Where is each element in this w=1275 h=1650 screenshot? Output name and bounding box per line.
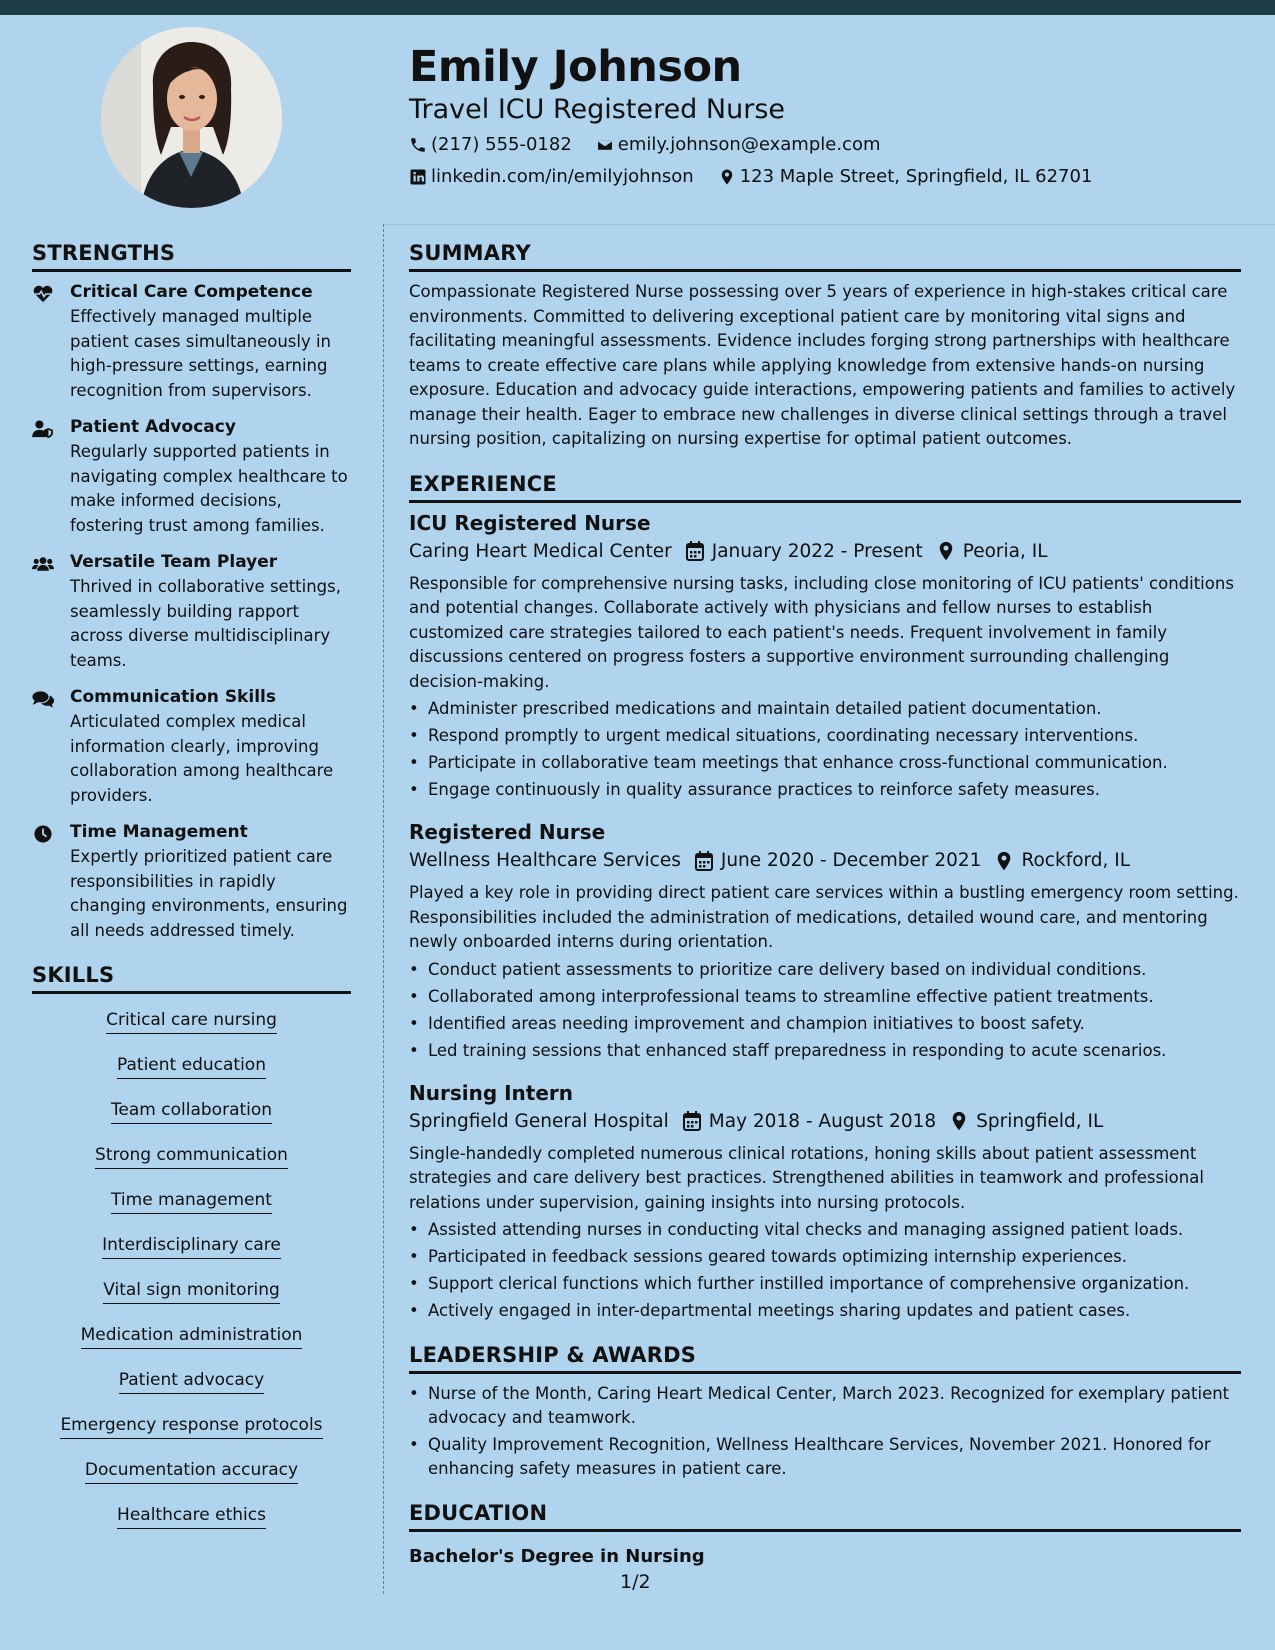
job-bullets bbox=[409, 1218, 1241, 1323]
list-item: • Engage continuously in quality assurance practices to reinforce safety measures. bbox=[409, 778, 1241, 802]
linkedin-icon bbox=[409, 168, 427, 186]
clock-icon bbox=[32, 825, 54, 843]
job-meta bbox=[409, 850, 1241, 871]
home-address: 123 Maple Street, Springfield, IL 62701 bbox=[739, 166, 1093, 187]
skill-tag: Patient education bbox=[117, 1055, 266, 1079]
job-location: Springfield, IL bbox=[976, 1110, 1104, 1132]
comments-icon bbox=[32, 690, 54, 708]
strength-desc: Regularly supported patients in navigating complex healthcare to make informed decisions, fostering trust among families. bbox=[70, 442, 348, 535]
strength-title: Critical Care Competence bbox=[70, 282, 313, 302]
summary-text: Compassionate Registered Nurse possessing over 5 years of experience in high-stakes critical care environments. Committed to delivering exceptional patient care by monitoring vital signs and facilitating meaningful assessments. Evidence includes forging strong partnerships with healthcare teams to create effective care plans while applying knowledge from extensive hands-on nursing exposure. Education and advocacy guide interactions, empowering patients and families to actively manage their health. Eager to embrace new challenges in diverse clinical settings through a travel nursing position, capitalizing on nursing expertise for optimal patient outcomes. bbox=[409, 282, 1236, 448]
map-pin-icon bbox=[950, 1111, 968, 1131]
skill-tag: Strong communication bbox=[95, 1145, 288, 1169]
skill-tag: Interdisciplinary care bbox=[102, 1235, 281, 1259]
awards-list bbox=[409, 1382, 1241, 1481]
skill-tag: Healthcare ethics bbox=[117, 1505, 266, 1529]
list-item: • Quality Improvement Recognition, Wellness Healthcare Services, November 2021. Honored for enhancing safety measures in patient care. bbox=[409, 1433, 1241, 1481]
job-location: Rockford, IL bbox=[1021, 850, 1131, 871]
job-bullets bbox=[409, 958, 1241, 1063]
strength-desc: Effectively managed multiple patient cases simultaneously in high-pressure settings, earning recognition from supervisors. bbox=[70, 307, 332, 400]
top-bar bbox=[0, 0, 1275, 15]
education-degree: Bachelor's Degree in Nursing bbox=[409, 1546, 705, 1567]
skill-tag: Vital sign monitoring bbox=[103, 1280, 280, 1304]
awards-heading: LEADERSHIP & AWARDS bbox=[409, 1343, 1241, 1374]
education-heading: EDUCATION bbox=[409, 1501, 1241, 1532]
skill-tag: Documentation accuracy bbox=[85, 1460, 298, 1484]
list-item: • Support clerical functions which further instilled importance of comprehensive organization. bbox=[409, 1272, 1241, 1296]
strength-item bbox=[32, 417, 351, 538]
list-item: • Actively engaged in inter-departmental meetings sharing updates and patient cases. bbox=[409, 1299, 1241, 1323]
phone-icon bbox=[409, 136, 427, 154]
strength-item bbox=[32, 552, 351, 673]
heart-pulse-icon bbox=[32, 285, 54, 303]
left-column bbox=[32, 241, 351, 1550]
job-entry bbox=[409, 820, 1241, 1063]
strength-title: Time Management bbox=[70, 822, 248, 842]
page-number: 1/2 bbox=[620, 1571, 651, 1593]
contact-row-2 bbox=[409, 166, 1116, 187]
header-divider bbox=[383, 224, 1275, 225]
job-entry bbox=[409, 1081, 1241, 1324]
profile-photo bbox=[101, 27, 282, 208]
job-bullets bbox=[409, 697, 1241, 802]
list-item: • Led training sessions that enhanced staff preparedness in responding to acute scenarios. bbox=[409, 1039, 1241, 1063]
map-pin-icon bbox=[718, 168, 736, 186]
email-contact[interactable] bbox=[596, 134, 881, 155]
skills-heading: SKILLS bbox=[32, 963, 351, 994]
job-meta bbox=[409, 1111, 1241, 1132]
strength-title: Versatile Team Player bbox=[70, 552, 278, 572]
skills-list bbox=[32, 1010, 351, 1550]
linkedin-url[interactable]: linkedin.com/in/emilyjohnson bbox=[431, 166, 694, 187]
calendar-icon bbox=[683, 1111, 701, 1131]
list-item: • Conduct patient assessments to prioritize care delivery based on individual conditions. bbox=[409, 958, 1241, 982]
strength-item bbox=[32, 687, 351, 808]
map-pin-icon bbox=[995, 851, 1013, 871]
job-description: Responsible for comprehensive nursing tasks, including close monitoring of ICU patients' conditions and potential changes. Collaborate actively with physicians and fellow nurses to establish customized care strategies tailored to each patient's needs. Frequent involvement in family discussions centered on progress fosters a supportive environment surrounding challenging decision-making. bbox=[409, 573, 1234, 691]
list-item: • Administer prescribed medications and maintain detailed patient documentation. bbox=[409, 697, 1241, 721]
avatar-illustration bbox=[101, 27, 282, 208]
job-company: Wellness Healthcare Services bbox=[409, 850, 681, 871]
strength-desc: Expertly prioritized patient care responsibilities in rapidly changing environments, ensuring all needs addressed timely. bbox=[70, 847, 348, 940]
list-item: • Identified areas needing improvement and champion initiatives to boost safety. bbox=[409, 1012, 1241, 1036]
list-item: • Participate in collaborative team meetings that enhance cross-functional communication. bbox=[409, 751, 1241, 775]
list-item: • Participated in feedback sessions geared towards optimizing internship experiences. bbox=[409, 1245, 1241, 1269]
job-title: Nursing Intern bbox=[409, 1080, 574, 1105]
strength-title: Communication Skills bbox=[70, 687, 276, 707]
list-item: • Collaborated among interprofessional teams to streamline effective patient treatments. bbox=[409, 985, 1241, 1009]
skill-tag: Team collaboration bbox=[111, 1100, 272, 1124]
job-meta bbox=[409, 541, 1241, 562]
list-item: • Respond promptly to urgent medical situations, coordinating necessary interventions. bbox=[409, 724, 1241, 748]
job-company: Springfield General Hospital bbox=[409, 1110, 669, 1132]
email-address[interactable]: emily.johnson@example.com bbox=[617, 134, 881, 155]
map-pin-icon bbox=[937, 541, 955, 561]
experience-heading: EXPERIENCE bbox=[409, 472, 1241, 503]
envelope-icon bbox=[596, 136, 614, 154]
strength-item bbox=[32, 822, 351, 943]
summary-heading: SUMMARY bbox=[409, 241, 1241, 272]
right-column bbox=[409, 241, 1241, 1567]
job-entry bbox=[409, 511, 1241, 803]
skill-tag: Emergency response protocols bbox=[60, 1415, 322, 1439]
skill-tag: Patient advocacy bbox=[119, 1370, 264, 1394]
phone-contact bbox=[409, 134, 572, 155]
users-icon bbox=[32, 555, 54, 573]
list-item: • Assisted attending nurses in conducting vital checks and managing assigned patient loads. bbox=[409, 1218, 1241, 1242]
candidate-name: Emily Johnson bbox=[409, 42, 742, 92]
job-description: Single-handedly completed numerous clinical rotations, honing skills about patient assessment strategies and care delivery best practices. Strengthened abilities in teamwork and professional relations under supervision, gaining insights into nursing protocols. bbox=[409, 1143, 1204, 1212]
strength-title: Patient Advocacy bbox=[70, 417, 236, 437]
strength-item bbox=[32, 282, 351, 403]
calendar-icon bbox=[686, 541, 704, 561]
job-company: Caring Heart Medical Center bbox=[409, 540, 672, 562]
strength-desc: Articulated complex medical information clearly, improving collaboration among healthcare providers. bbox=[70, 712, 334, 805]
strength-desc: Thrived in collaborative settings, seamlessly building rapport across diverse multidisciplinary teams. bbox=[70, 577, 341, 670]
job-dates: January 2022 - Present bbox=[711, 540, 923, 562]
user-shield-icon bbox=[32, 420, 54, 438]
contact-row-1 bbox=[409, 134, 904, 155]
calendar-icon bbox=[695, 851, 713, 871]
job-title: Registered Nurse bbox=[409, 820, 606, 844]
job-location: Peoria, IL bbox=[962, 540, 1048, 562]
job-dates: May 2018 - August 2018 bbox=[708, 1110, 937, 1132]
job-title: ICU Registered Nurse bbox=[409, 510, 651, 535]
phone-number: (217) 555-0182 bbox=[431, 134, 572, 155]
skill-tag: Critical care nursing bbox=[106, 1010, 277, 1034]
candidate-title: Travel ICU Registered Nurse bbox=[409, 94, 785, 125]
job-description: Played a key role in providing direct patient care services within a bustling emergency room setting. Responsibilities included the administration of medications, detailed wound care, and mentoring newly onboarded interns during orientation. bbox=[409, 883, 1239, 951]
skill-tag: Time management bbox=[111, 1190, 272, 1214]
skill-tag: Medication administration bbox=[81, 1325, 303, 1349]
linkedin-contact[interactable] bbox=[409, 166, 694, 187]
address-contact bbox=[718, 166, 1093, 187]
list-item: • Nurse of the Month, Caring Heart Medical Center, March 2023. Recognized for exemplary patient advocacy and teamwork. bbox=[409, 1382, 1241, 1430]
column-divider bbox=[383, 224, 384, 1594]
job-dates: June 2020 - December 2021 bbox=[720, 850, 982, 871]
strengths-heading: STRENGTHS bbox=[32, 241, 351, 272]
